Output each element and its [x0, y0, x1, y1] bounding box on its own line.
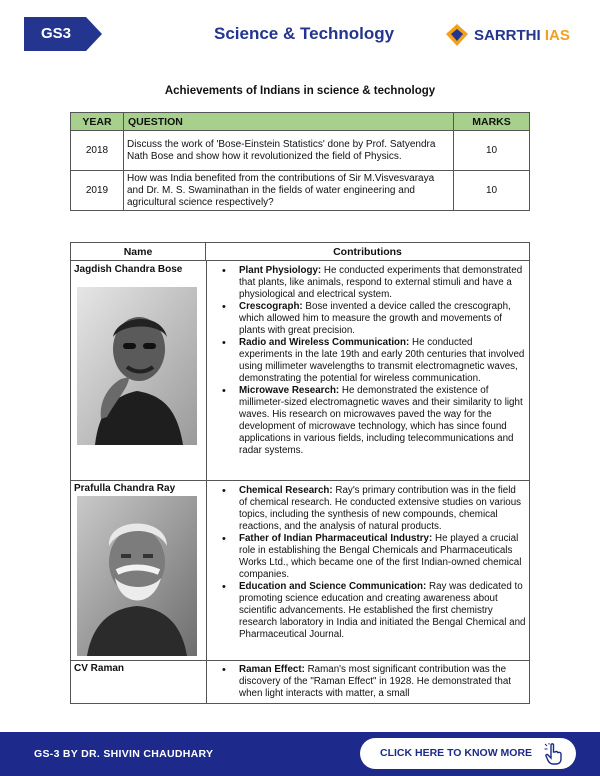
list-item — [212, 533, 526, 581]
year-cell: 2018 — [71, 131, 124, 171]
contributions-table — [70, 242, 530, 704]
item-term: Plant Physiology: — [239, 265, 322, 276]
list-item — [212, 301, 526, 337]
name-header: Name — [71, 243, 206, 261]
question-cell: Discuss the work of 'Bose-Einstein Statistics' done by Prof. Satyendra Nath Bose and show how it revolutionized the field of Physics. — [124, 131, 454, 171]
item-text: He conducted experiments that demonstrated that plants, like animals, respond to external stimuli and have a physiological and electrical system. — [239, 265, 523, 300]
marks-header: MARKS — [454, 113, 530, 131]
page-header — [0, 0, 600, 70]
bose-portrait-image — [77, 287, 197, 445]
contributions-header-row — [71, 243, 529, 261]
page-footer — [0, 732, 600, 776]
contributions-cell — [212, 664, 526, 700]
item-term: Microwave Research: — [239, 385, 340, 396]
list-item — [212, 581, 526, 641]
item-term: Crescograph: — [239, 301, 303, 312]
table-row — [71, 171, 530, 211]
item-text: He conducted experiments in the late 19th and early 20th centuries that involved using millimeter wavelengths to transmit electromagnetic waves, demonstrating the potential for wireless communication. — [239, 337, 525, 384]
logo-emblem-icon — [444, 22, 470, 48]
item-term: Radio and Wireless Communication: — [239, 337, 410, 348]
scientist-name: Jagdish Chandra Bose — [74, 264, 183, 275]
badge-label: GS3 — [40, 25, 71, 42]
list-item — [212, 265, 526, 301]
subject-title: Science & Technology — [214, 24, 395, 43]
item-term: Education and Science Communication: — [239, 581, 427, 592]
table-row — [71, 131, 530, 171]
item-text: He played a crucial role in establishing the Bengal Chemicals and Pharmaceuticals Works Ltd., which became one of the first Indian-owned chemical companies. — [239, 533, 522, 580]
contributions-header: Contributions — [333, 246, 402, 258]
question-header: QUESTION — [124, 113, 454, 131]
item-term: Chemical Research: — [239, 485, 333, 496]
list-item — [212, 337, 526, 385]
marks-cell: 10 — [454, 131, 530, 171]
item-text: Raman's most significant contribution was the discovery of the "Raman Effect" in 1928. He demonstrated that when light interacts with matter, a small — [239, 664, 511, 699]
column-divider — [206, 261, 207, 704]
scientist-name: CV Raman — [74, 663, 125, 674]
footer-author-text: GS-3 BY DR. SHIVIN CHAUDHARY — [34, 748, 214, 760]
pyq-table — [70, 112, 530, 211]
year-cell: 2019 — [71, 171, 124, 211]
question-cell: How was India benefited from the contributions of Sir M.Visvesvaraya and Dr. M. S. Swaminathan in the fields of water engineering and agricultural science respectively? — [124, 171, 454, 211]
item-text: Ray's primary contribution was in the field of chemical research. He conducted extensive studies on various topics, including the synthesis of new compounds, chemical reactions, and the analysis of natural products. — [239, 485, 522, 532]
ray-portrait-image — [77, 496, 197, 656]
list-item — [212, 664, 526, 700]
hand-pointer-icon — [544, 743, 564, 765]
list-item — [212, 485, 526, 533]
logo-text: SARRTHI IAS — [474, 27, 570, 44]
item-term: Raman Effect: — [239, 664, 305, 675]
page-title: Achievements of Indians in science & technology — [164, 85, 436, 97]
row-divider — [71, 660, 529, 661]
gs3-badge — [24, 17, 102, 51]
contributions-cell — [212, 485, 526, 641]
item-term: Father of Indian Pharmaceutical Industry: — [239, 533, 433, 544]
item-text: He demonstrated the existence of millimeter-sized electromagnetic waves and their similarity to light waves. His research on microwaves paved the way for the development of microwave technology, which has since found applications in various fields, including telecommunications and radar systems. — [239, 385, 523, 456]
year-header: YEAR — [71, 113, 124, 131]
contributions-cell — [212, 265, 526, 457]
know-more-label: CLICK HERE TO KNOW MORE — [380, 747, 533, 759]
row-divider — [71, 480, 529, 481]
item-text: Bose invented a device called the crescograph, which allowed him to measure the growth and movements of plants with great precision. — [239, 301, 511, 336]
pyq-header-row — [71, 113, 530, 131]
marks-cell: 10 — [454, 171, 530, 211]
know-more-button[interactable] — [360, 738, 576, 769]
list-item — [212, 385, 526, 457]
scientist-name: Prafulla Chandra Ray — [74, 483, 176, 494]
item-text: Ray was dedicated to promoting science education and creating awareness about scientific advancements. He established the first chemistry research laboratory in India and initiated the Bengal Chemical and Pharmaceutical Journal. — [239, 581, 526, 640]
